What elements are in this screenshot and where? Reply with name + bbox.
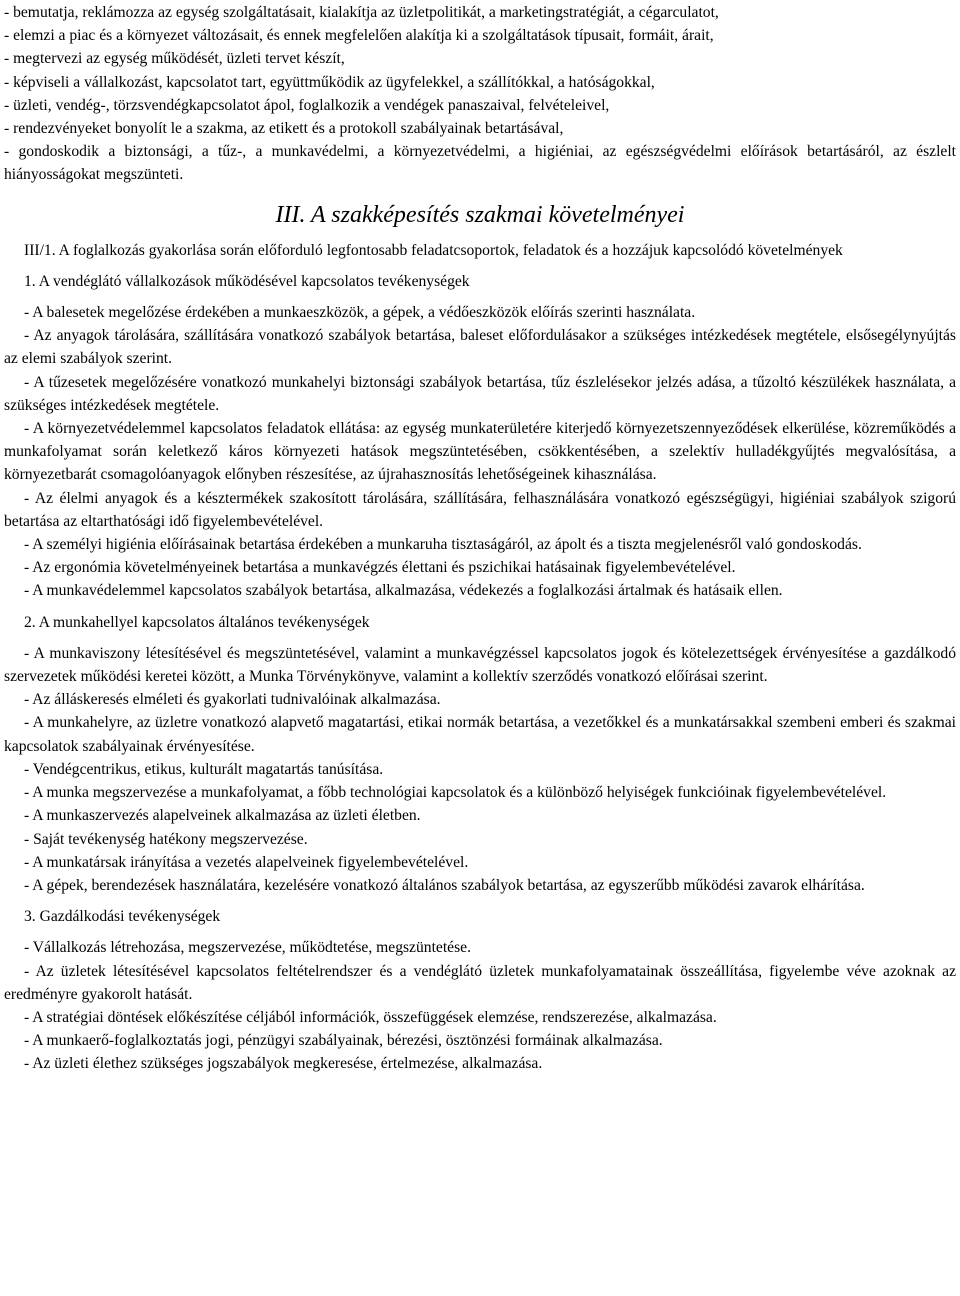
list-item: - üzleti, vendég-, törzsvendégkapcsolatot ápol, foglalkozik a vendégek panaszaival, felvételeivel,	[4, 96, 610, 114]
list-item: - A balesetek megelőzése érdekében a munkaeszközök, a gépek, a védőeszközök előírás szerinti használata.	[24, 304, 696, 322]
list-item: - Vendégcentrikus, etikus, kulturált magatartás tanúsítása.	[24, 760, 384, 778]
list-item: - A stratégiai döntések előkészítése céljából információk, összefüggések elemzése, rendszerezése, alkalmazása.	[24, 1008, 717, 1026]
intro-list	[4, 1, 956, 187]
list-item: - A gépek, berendezések használatára, kezelésére vonatkozó általános szabályok betartása, az egyszerűbb működési zavarok elhárítása.	[24, 876, 865, 894]
section-2	[4, 611, 956, 897]
section-1	[4, 270, 956, 603]
subsection-heading: III/1. A foglalkozás gyakorlása során előforduló legfontosabb feladatcsoportok, feladatok és a hozzájuk kapcsolódó követelmények	[24, 241, 843, 259]
list-item: - megtervezi az egység működését, üzleti tervet készít,	[4, 50, 345, 68]
list-item: - képviseli a vállalkozást, kapcsolatot tart, együttműködik az ügyfelekkel, a szállítókkal, a hatóságokkal,	[4, 73, 655, 91]
list-item: - A munkaerő-foglalkoztatás jogi, pénzügyi szabályainak, bérezési, ösztönzési formáinak alkalmazása.	[24, 1032, 663, 1050]
list-item: - Az álláskeresés elméleti és gyakorlati tudnivalóinak alkalmazása.	[24, 691, 441, 709]
list-item: - Saját tevékenység hatékony megszervezése.	[24, 830, 308, 848]
list-item: - Az élelmi anyagok és a késztermékek szakosított tárolására, szállítására, felhasználására vonatkozó egészségügyi, higiéniai szabályok szigorú betartása az eltarthatósági idő figyelembevételével.	[4, 489, 956, 530]
list-item: - elemzi a piac és a környezet változásait, és ennek megfelelően alakítja ki a szolgáltatások típusait, formáit, árait,	[4, 27, 714, 45]
list-item: - gondoskodik a biztonsági, a tűz-, a munkavédelmi, a környezetvédelmi, a higiéniai, az egészségvédelmi előírások betartásáról, az észlelt hiányosságokat megszünteti.	[4, 143, 956, 184]
list-item: - Az ergonómia követelményeinek betartása a munkavégzés élettani és pszichikai hatásainak figyelembevételével.	[24, 559, 736, 577]
list-item: - A környezetvédelemmel kapcsolatos feladatok ellátása: az egység munkaterületére kiterjedő környezetszennyeződések elkerülése, közreműködés a munkafolyamat során keletkező káros környezeti hatások megszüntetésében, csökkentésében, a szelektív hulladékgyűjtés megvalósítása, a környezetbarát csomagolóanyagok előnyben részesítése, az újrahasznosítás lehetőségeinek kihasználása.	[4, 420, 956, 484]
section-title: 3. Gazdálkodási tevékenységek	[24, 908, 221, 926]
section-3	[4, 905, 956, 1075]
section-title: 1. A vendéglátó vállalkozások működésével kapcsolatos tevékenységek	[24, 272, 470, 290]
list-item: - A munkatársak irányítása a vezetés alapelveinek figyelembevételével.	[24, 853, 469, 871]
section-heading: III. A szakképesítés szakmai követelményei	[275, 201, 685, 228]
list-item: - A munka megszervezése a munkafolyamat, a főbb technológiai kapcsolatok és a különböző helyiségek funkcióinak figyelembevételével.	[24, 784, 887, 802]
list-item: - A munkaszervezés alapelveinek alkalmazása az üzleti életben.	[24, 807, 421, 825]
list-item: - Az üzleti élethez szükséges jogszabályok megkeresése, értelmezése, alkalmazása.	[24, 1055, 543, 1073]
list-item: - Az anyagok tárolására, szállítására vonatkozó szabályok betartása, baleset előfordulásakor a szükséges intézkedések megtétele, elsősegélynyújtás az elemi szabályok szerint.	[4, 327, 956, 368]
list-item: - rendezvényeket bonyolít le a szakma, az etikett és a protokoll szabályainak betartásával,	[4, 120, 564, 138]
list-item: - A személyi higiénia előírásainak betartása érdekében a munkaruha tisztaságáról, az ápolt és a tiszta megjelenésről való gondoskodás.	[24, 536, 862, 554]
list-item: - A munkavédelemmel kapcsolatos szabályok betartása, alkalmazása, védekezés a foglalkozási ártalmak és hatásaik ellen.	[24, 582, 783, 600]
list-item: - bemutatja, reklámozza az egység szolgáltatásait, kialakítja az üzletpolitikát, a marketingstratégiát, a cégarculatot,	[4, 4, 719, 21]
list-item: - A munkaviszony létesítésével és megszüntetésével, valamint a munkavégzéssel kapcsolatos jogok és kötelezettségek érvényesítése a gazdálkodó szervezetek működési keretei között, a Munka Törvénykönyve, valamint a kollektív szerződés vonatkozó előírásai szerint.	[4, 644, 956, 686]
list-item: - A munkahelyre, az üzletre vonatkozó alapvető magatartási, etikai normák betartása, a vezetőkkel és a munkatársakkal szembeni emberi és szakmai kapcsolatok szabályainak érvényesítése.	[4, 714, 956, 755]
list-item: - A tűzesetek megelőzésére vonatkozó munkahelyi biztonsági szabályok betartása, tűz észlelésekor jelzés adása, a tűzoltó készülékek használata, a szükséges intézkedések megtétele.	[4, 373, 956, 414]
section-title: 2. A munkahellyel kapcsolatos általános tevékenységek	[24, 613, 370, 631]
list-item: - Vállalkozás létrehozása, megszervezése, működtetése, megszüntetése.	[24, 939, 471, 957]
list-item: - Az üzletek létesítésével kapcsolatos feltételrendszer és a vendéglátó üzletek munkafolyamatainak összeállítása, figyelembe véve azoknak az eredményre gyakorolt hatását.	[4, 962, 956, 1003]
